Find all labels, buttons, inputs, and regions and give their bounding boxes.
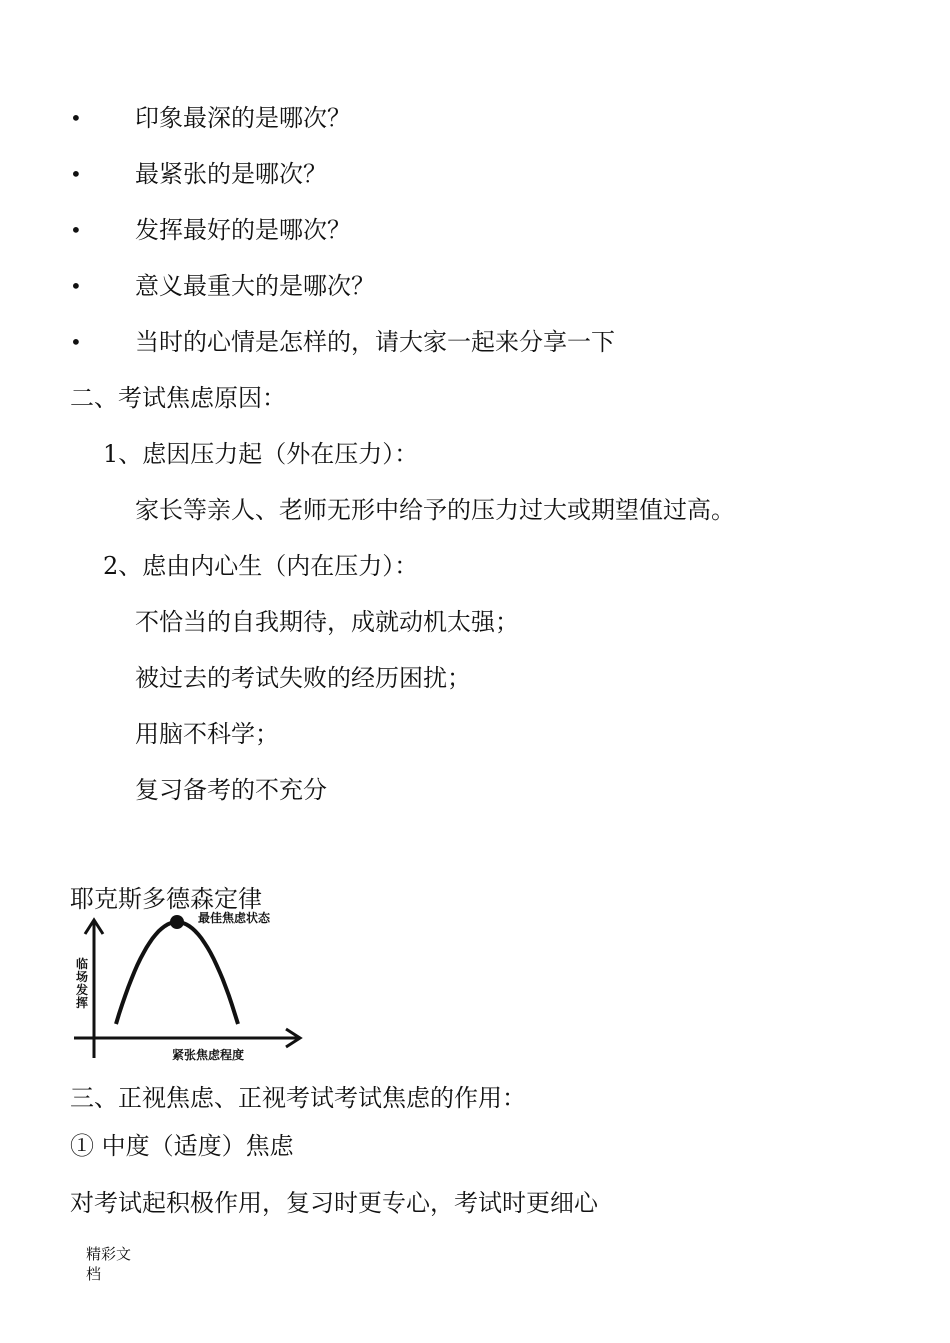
section3-item1: ① 中度（适度）焦虑 bbox=[70, 1132, 294, 1160]
bullet-marker: • bbox=[70, 106, 82, 130]
x-axis-label: 紧张焦虑程度 bbox=[172, 1048, 245, 1062]
question-3: 发挥最好的是哪次？ bbox=[135, 216, 351, 244]
question-5: 当时的心情是怎样的，请大家一起来分享一下 bbox=[135, 328, 615, 356]
bullet-marker: • bbox=[70, 330, 82, 354]
performance-curve bbox=[116, 922, 238, 1024]
bullet-marker: • bbox=[70, 162, 82, 186]
bullet-marker: • bbox=[70, 218, 82, 242]
footer-line-2: 档 bbox=[86, 1265, 102, 1283]
section2-sub1-heading: 1、虑因压力起（外在压力）： bbox=[103, 440, 419, 468]
section2-sub1-text: 家长等亲人、老师无形中给予的压力过大或期望值过高。 bbox=[135, 496, 735, 524]
section3-item1-text: 对考试起积极作用，复习时更专心，考试时更细心 bbox=[70, 1189, 598, 1217]
annotation-optimal-anxiety: 最佳焦虑状态 bbox=[198, 911, 271, 925]
section2-sub2-item: 不恰当的自我期待，成就动机太强； bbox=[135, 608, 519, 636]
question-4: 意义最重大的是哪次？ bbox=[135, 272, 375, 300]
y-axis-label: 临场发挥 bbox=[76, 957, 89, 1010]
yerkes-dodson-chart bbox=[60, 908, 320, 1063]
section2-sub2-item: 用脑不科学； bbox=[135, 720, 279, 748]
question-1: 印象最深的是哪次？ bbox=[135, 104, 351, 132]
chart-title: 耶克斯多德森定律 bbox=[70, 885, 262, 913]
section2-sub2-heading: 2、虑由内心生（内在压力）： bbox=[103, 552, 419, 580]
section2-sub2-item: 复习备考的不充分 bbox=[135, 776, 327, 804]
bullet-marker: • bbox=[70, 274, 82, 298]
footer-line-1: 精彩文 bbox=[86, 1245, 132, 1263]
peak-point bbox=[170, 915, 184, 929]
section2-sub2-item: 被过去的考试失败的经历困扰； bbox=[135, 664, 471, 692]
section3-heading: 三、正视焦虑、正视考试考试焦虑的作用： bbox=[70, 1084, 526, 1112]
question-2: 最紧张的是哪次？ bbox=[135, 160, 327, 188]
section2-heading: 二、考试焦虑原因： bbox=[70, 384, 286, 412]
